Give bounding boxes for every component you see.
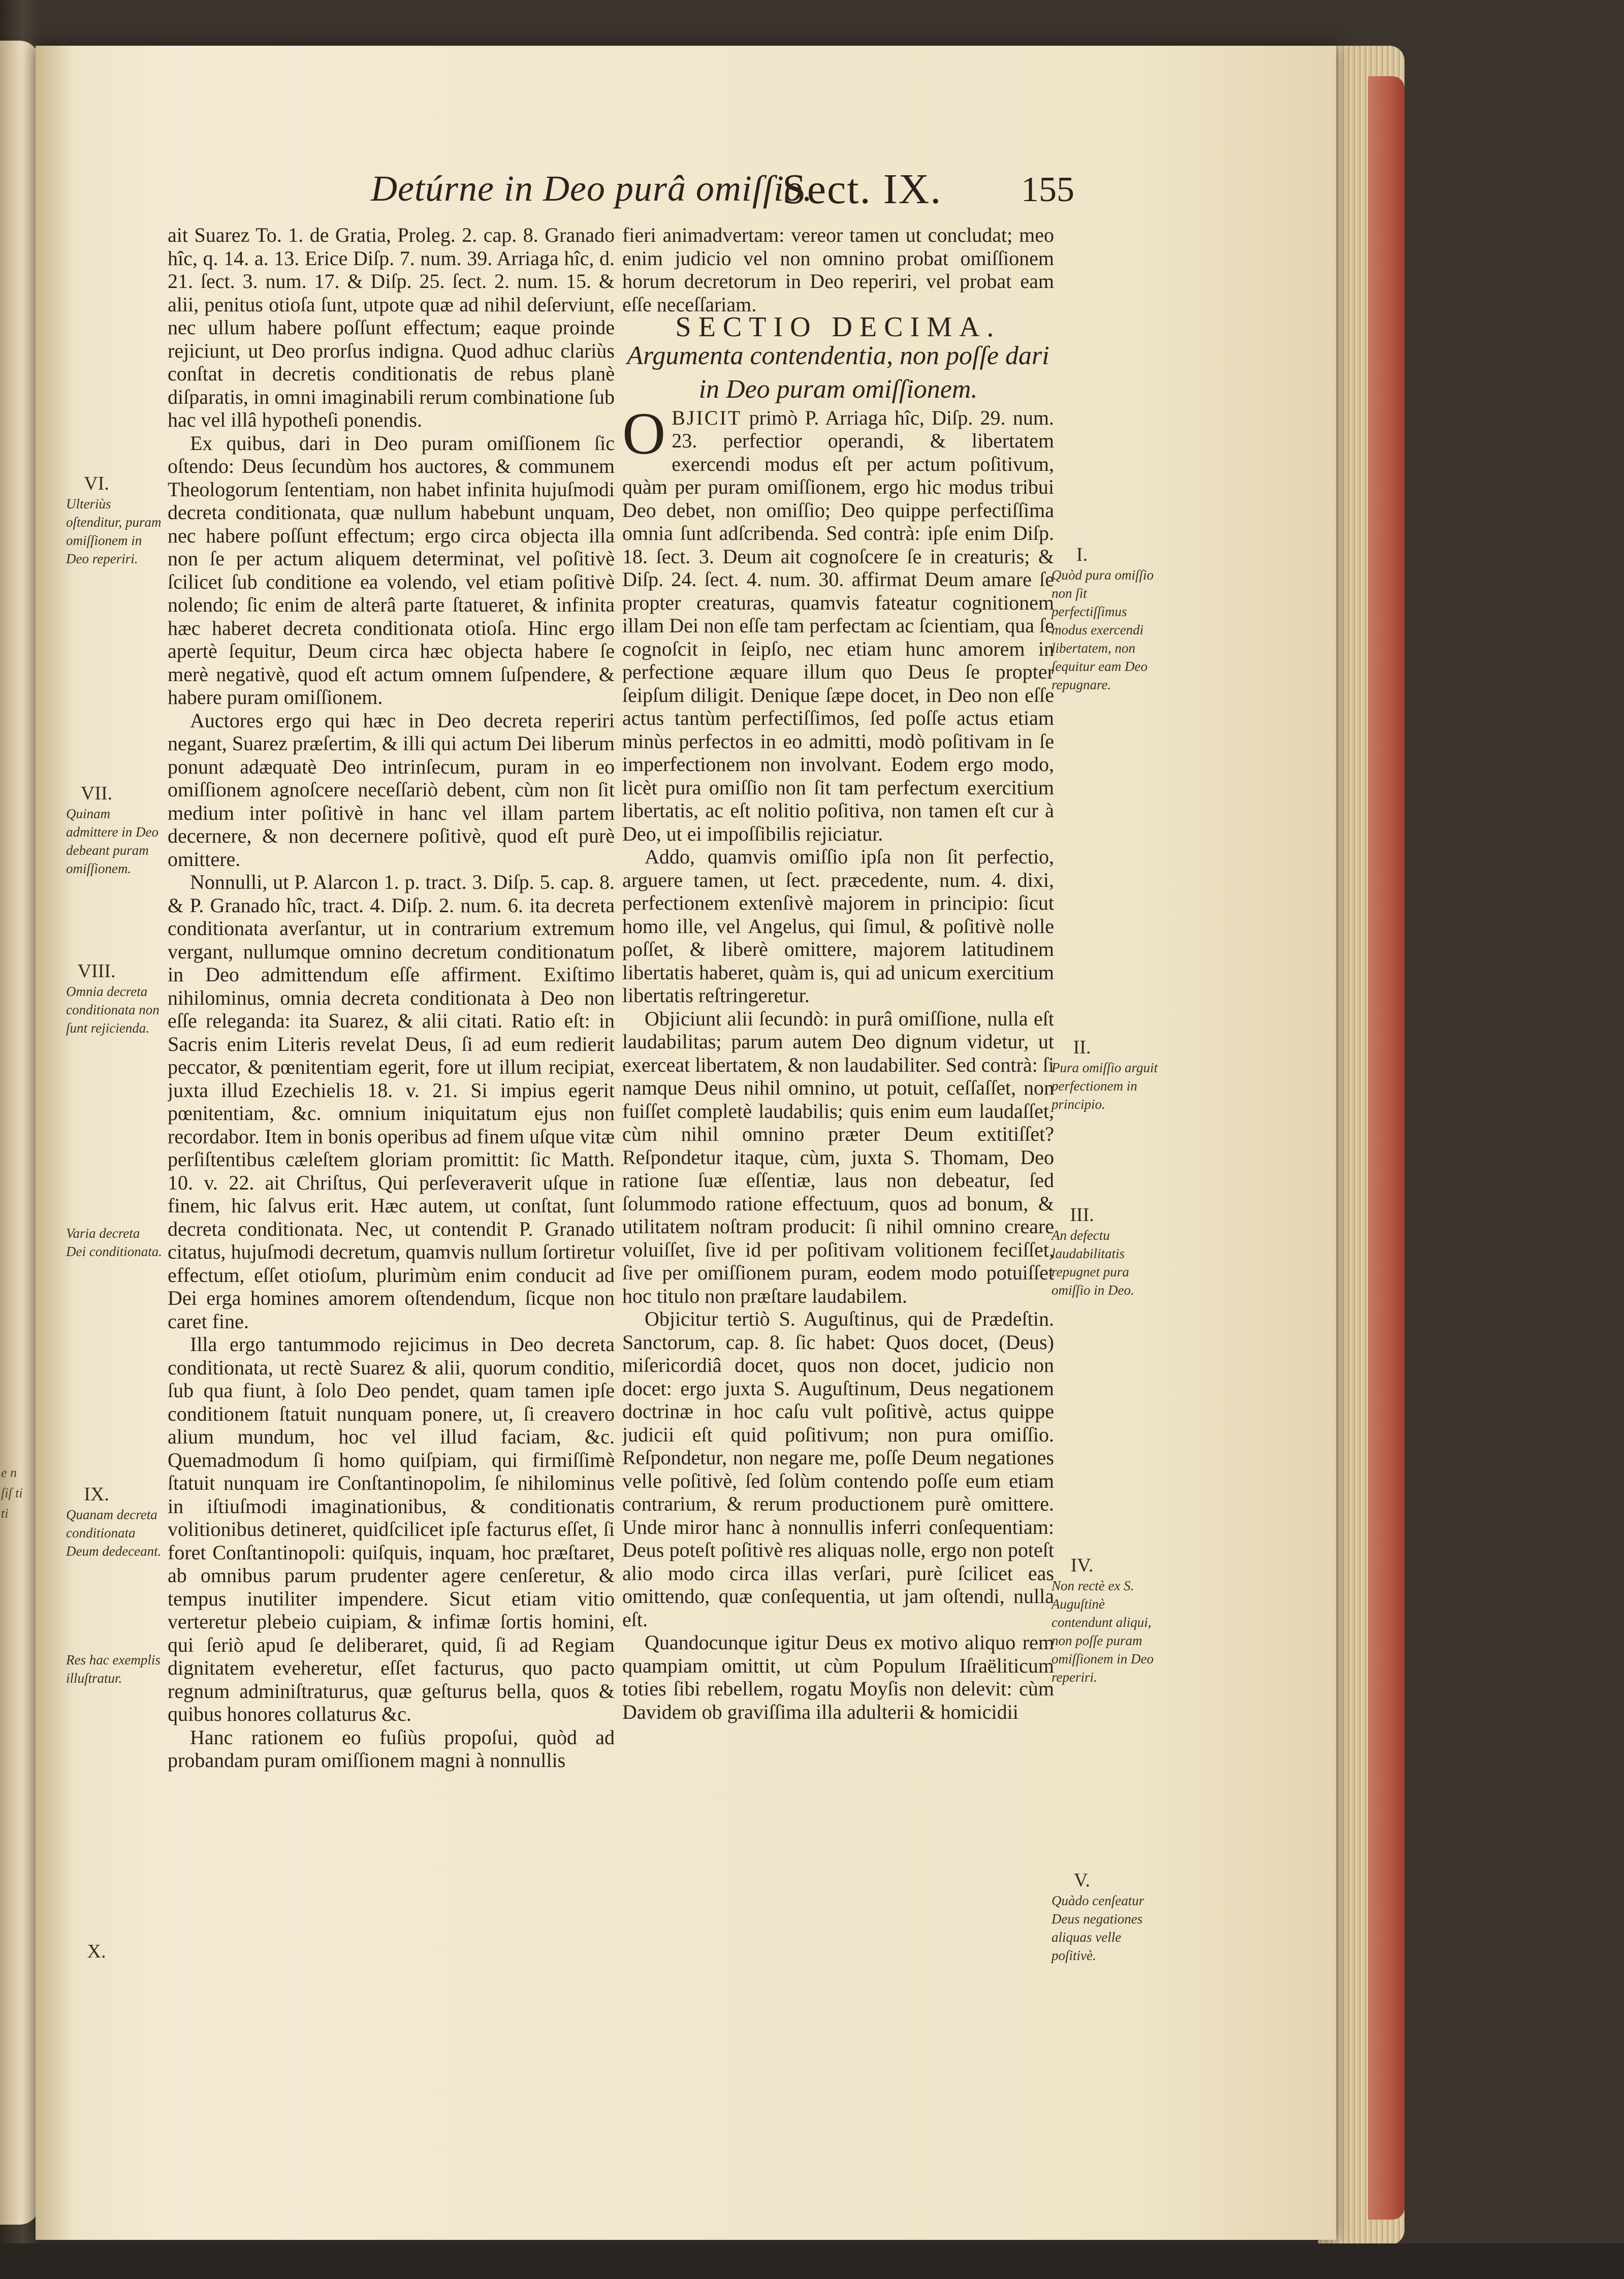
- margin-note: I. Quòd pura omiſſio non ſit perfectiſſimus modus exercendi libertatem, non ſequitur eam Deo repugnare.: [1052, 544, 1154, 692]
- running-header: [356, 168, 1077, 223]
- paragraph: Illa ergo tantummodo rejicimus in Deo decreta conditionata, ut rectè Suarez & alii, quorum conditio, ſub qua fiunt, à ſolo Deo pendet, quam tamen ipſe conditionem ſtatuit nunquam ponere, ut, ſi creavero alium mundum, hoc vel illud faciam, &c. Quemadmodum ſi homo quiſpiam, qui firmiſſimè ſtatuit nunquam ire Conſtantinopolim, ſe nihilominus in iſtiuſmodi imaginationibus, & conditionatis volitionibus detineret, quidſcilicet ipſe facturus eſſet, ſi foret Conſtantinopoli: quiſquis, inquam, hoc præſtaret, ab omnibus parum prudenter agere cenſeretur, & tempus inutiliter impendere. Sicut etiam vitio verteretur plebeio cuipiam, & infimæ ſortis homini, qui ſeriò apud ſe deliberaret, quid, ſi ad Regiam dignitatem eveheretur, eſſet facturus, quo pacto regnum adminiſtraturus, quæ geſturus bella, quos & quibus honores collaturus &c.: [168, 1333, 615, 1725]
- facing-page-edge: [0, 41, 40, 2225]
- header-section: Sect. IX.: [782, 166, 942, 213]
- red-edge: [1368, 76, 1405, 2220]
- margin-note: II. Pura omiſſio arguit perfectionem in principio.: [1052, 1037, 1158, 1112]
- paragraph-text: primò P. Arriaga hîc, Diſp. 29. num. 23. perfectior operandi, & libertatem exercendi modus eſt per actum poſitivum, quàm per puram omiſſionem, ergo hic modus tribui Deo debet, non omiſſio; Deo quippe perfectiſſima omnia ſunt adſcribenda. Sed contrà: ipſe enim Diſp. 18. ſect. 3. Deum ait cognoſcere ſe in creaturis; & Diſp. 24. ſect. 4. num. 30. affirmat Deum amare ſe propter creaturas, quamvis fateatur cognitionem illam Dei non eſſe tam perfectam ac ſcientiam, qua ſe cognoſcit in ſeipſo, nec etiam hunc amorem in perfectione æquare illum quo Deus ſe propter ſeipſum diligit. Denique ſæpe docet, in Deo non eſſe actus tantùm perfectiſſimos, ſed poſſe actus etiam minùs perfectos in eo admitti, modò poſitivam in ſe imperfectionem non involvant. Eodem ergo modo, licèt pura omiſſio non ſit tam perfectum exercitium libertatis, ac eſt nolitio poſitiva, non tamen eſt cur à Deo, ut ei impoſſibilis rejiciatur.: [622, 406, 1054, 845]
- margin-note: VII. Quinam admittere in Deo debeant puram omiſſionem.: [66, 783, 158, 876]
- paragraph: Hanc rationem eo fuſiùs propoſui, quòd ad probandam puram omiſſionem magni à nonnullis: [168, 1725, 615, 1772]
- paragraph: Quandocunque igitur Deus ex motivo aliquo rem quampiam omittit, ut cùm Populum Iſraëliticum toties ſibi rebellem, rogatu Moyſis non delevit: cùm Davidem ob graviſſima illa adulterii & homicidii: [622, 1631, 1054, 1723]
- right-column: [622, 223, 1054, 2032]
- margin-note: Res hac exemplis illuſtratur.: [66, 1652, 161, 1686]
- facing-page-fragment: e n ſiſ ti ti: [1, 1465, 23, 1521]
- first-word: BJICIT: [672, 406, 742, 429]
- page-number: 155: [1021, 170, 1074, 209]
- paragraph: Objiciunt alii ſecundò: in purâ omiſſione, nulla eſt laudabilitas; parum autem Deo dignum videtur, ut exerceat libertatem, & non laudabiliter. Sed contrà: ſi namque Deus nihil omnino, ut potuit, ceſſaſſet, non fuiſſet completè laudabilis; quis enim eum laudaſſet, cùm nihil omnino præter Deum extitiſſet? Reſpondetur itaque, cùm, juxta S. Thomam, Deo ratione ſuæ eſſentiæ, laus non debeatur, ſed ſolummodo ratione effectuum, quos ad bonum, & utilitatem noſtram producit: ſi nihil omnino creare voluiſſet, ſive id per poſitivam volitionem feciſſet, ſive per omiſſionem puram, eodem modo potuiſſet hoc titulo non præſtare laudabilem.: [622, 1007, 1054, 1307]
- header-title: Detúrne in Deo purâ omiſſio.: [371, 168, 813, 209]
- margin-note: X.: [87, 1941, 106, 1962]
- paragraph: Addo, quamvis omiſſio ipſa non ſit perfectio, arguere tamen, ut ſect. præcedente, num. 4. dixi, perfectionem extenſivè majorem in principio: ſicut homo ille, vel Angelus, qui ſimul, & poſitivè nolle poſſet, & liberè omittere, majorem latitudinem libertatis haberet, quàm is, qui ad unicum exercitium libertatis reſtringeretur.: [622, 845, 1054, 1007]
- scan-footer-bar: [0, 2243, 1624, 2279]
- paragraph: Objicitur tertiò S. Auguſtinus, qui de Prædeſtin. Sanctorum, cap. 8. ſic habet: Quos docet, (Deus) miſericordiâ docet, quos non docet, judicio non docet: ergo juxta S. Auguſtinum, Deus negationem doctrinæ in hoc caſu vult poſitivè, actus quippe judicii eſt quid poſitivum; non pura omiſſio. Reſpondetur, non negare me, poſſe Deum negationes velle poſitivè, ſed ſolùm contendo poſſe eum etiam contrarium, & rerum productionem purè omittere. Unde miror hanc à nonnullis inferri conſequentiam: Deus poteſt poſitivè res aliquas nolle, ergo non poteſt alio modo circa illas verſari, purè ſcilicet eas omittendo, quæ conſequentia, ut jam oſtendi, nulla eſt.: [622, 1307, 1054, 1631]
- section-heading: SECTIO DECIMA.: [675, 311, 1001, 343]
- paragraph: ait Suarez To. 1. de Gratia, Proleg. 2. cap. 8. Granado hîc, q. 14. a. 13. Erice Diſp. 7. num. 39. Arriaga hîc, d. 21. ſect. 3. num. 17. & Diſp. 25. ſect. 2. num. 15. & alii, penitus otioſa ſunt, utpote quæ ad nihil deſerviunt, nec ullum habere poſſunt effectum; eaque proinde rejiciunt, ut Deo prorſus indigna. Quod adhuc clariùs conſtat in decretis conditionatis de rebus planè diſparatis, in omni imaginabili rerum combinatione ſub hac vel illâ hypotheſi ponendis.: [168, 223, 615, 431]
- left-column: [168, 223, 615, 1996]
- paragraph: Nonnulli, ut P. Alarcon 1. p. tract. 3. Diſp. 5. cap. 8. & P. Granado hîc, tract. 4. Diſp. 2. num. 6. ita decreta conditionata averſantur, ut in contrarium extremum vergant, nullumque omnino decretum conditionatum in Deo admittendum eſſe affirment. Exiſtimo nihilominus, omnia decreta conditionata à Deo non eſſe releganda: ita Suarez, & alii citati. Ratio eſt: in Sacris enim Literis revelat Deus, ſi ad eum redierit peccator, & pœnitentiam egerit, fore ut illum recipiat, juxta illud Ezechielis 18. v. 21. Si impius egerit pœnitentiam, &c. omnium iniquitatum ejus non recordabor. Item in bonis operibus ad finem uſque vitæ perſiſtentibus cæleſtem gloriam promittit: ſic Matth. 10. v. 22. ait Chriſtus, Qui perſeveraverit uſque in finem, hic ſalvus erit. Hæc autem, ut conſtat, ſunt decreta conditionata. Nec, ut contendit P. Granado citatus, hujuſmodi decretum, quamvis nullum ſortiretur effectum, eſſet otioſum, plurimùm enim conducit ad Dei erga homines amorem oſtendendum, ſicque non caret fine.: [168, 871, 615, 1333]
- paragraph: Ex quibus, dari in Deo puram omiſſionem ſic oſtendo: Deus ſecundùm hos auctores, & communem Theologorum ſententiam, non habet infinita hujuſmodi decreta conditionata, quæ nullum habebunt unquam, nec habere poſſunt effectum; ergo circa objecta illa non ſe per actum aliquem determinat, vel poſitivè ſcilicet ſub conditione ea volendo, vel etiam poſitivè nolendo; ſic enim de alterâ parte ſtatueret, & infinita hæc haberet decreta conditionata otioſa. Hinc ergo apertè ſequitur, Deum circa hæc objecta habere ſe merè negativè, quod eſt actum omnem ſuſpendere, & habere puram omiſſionem.: [168, 431, 615, 709]
- margin-note: VIII. Omnia decreta conditionata non ſunt rejicienda.: [66, 960, 160, 1036]
- paragraph: [622, 400, 1054, 846]
- margin-note: V. Quàdo cenſeatur Deus negationes aliquas velle poſitivè.: [1052, 1870, 1144, 1963]
- margin-note: Varia decreta Dei conditionata.: [66, 1226, 162, 1259]
- margin-note: VI. Ulteriùs oſtenditur, puram omiſſionem in Deo reperiri.: [66, 473, 162, 566]
- section-subtitle: Argumenta contendentia, non poſſe dari in Deo puram omiſſionem.: [627, 341, 1049, 404]
- margin-note: IX. Quanam decreta conditionata Deum dedeceant.: [66, 1484, 162, 1559]
- paragraph: Auctores ergo qui hæc in Deo decreta reperiri negant, Suarez præſertim, & illi qui actum Dei liberum ponunt adæquatè Deo intrinſecum, puram in eo omiſſionem agnoſcere neceſſariò debent, cùm non ſit medium inter poſitivè in hanc vel illam partem decernere, & non decernere poſitivè, quod eſt purè omittere.: [168, 709, 615, 871]
- drop-cap: O: [622, 400, 666, 467]
- paragraph: fieri animadvertam: vereor tamen ut concludat; meo enim judicio vel non omnino probat omiſſionem horum decretorum in Deo reperiri, vel probat eam eſſe neceſſariam.: [622, 223, 1054, 316]
- margin-note: III. An defectu laudabilitatis repugnet pura omiſſio in Deo.: [1052, 1204, 1134, 1298]
- margin-note: IV. Non rectè ex S. Auguſtinè contendunt aliqui, non poſſe puram omiſſionem in Deo reperiri.: [1052, 1555, 1154, 1685]
